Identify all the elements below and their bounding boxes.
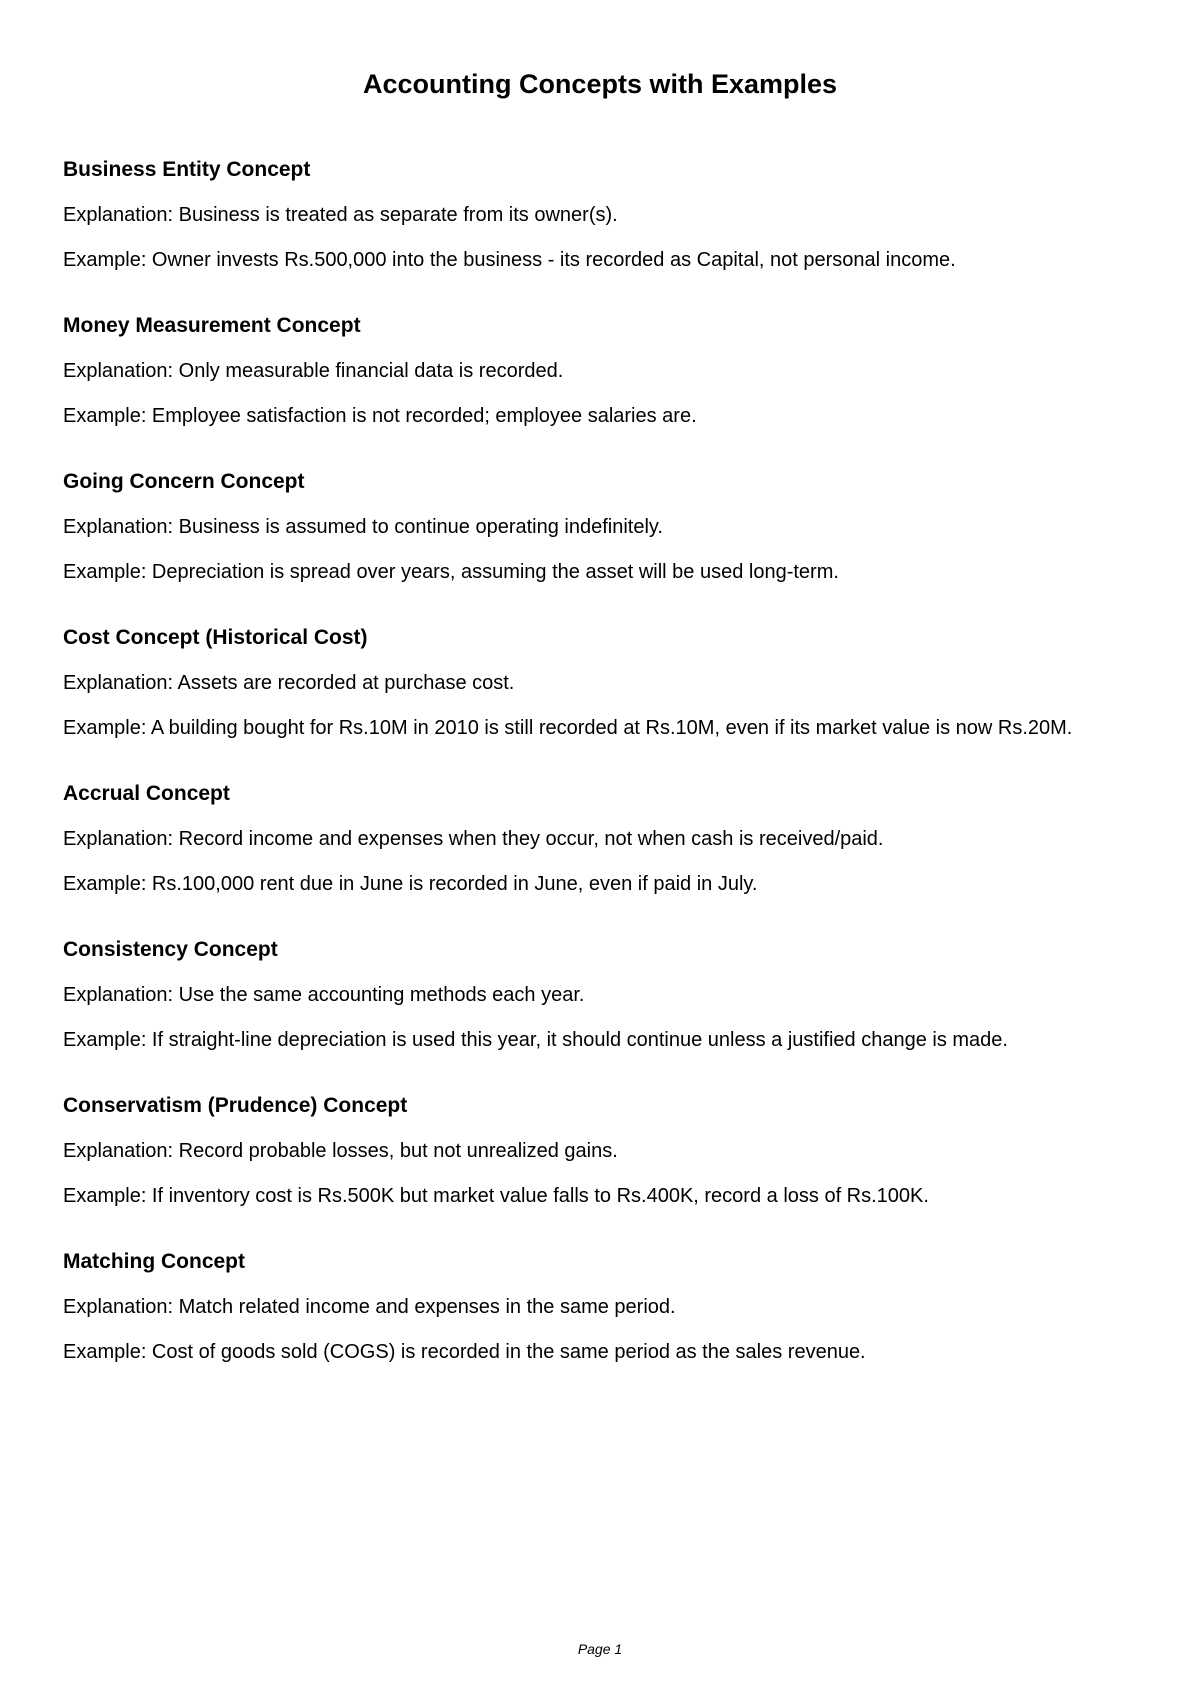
concept-example: Example: Rs.100,000 rent due in June is recorded in June, even if paid in July.	[63, 873, 758, 895]
concept-example: Example: If inventory cost is Rs.500K but market value falls to Rs.400K, record a loss of Rs.100K.	[63, 1185, 929, 1207]
concept-section-cost	[63, 625, 1148, 751]
concept-section-business-entity	[63, 157, 1148, 283]
document-title: Accounting Concepts with Examples	[362, 69, 838, 99]
concept-explanation: Explanation: Match related income and expenses in the same period.	[63, 1296, 676, 1318]
concept-heading: Going Concern Concept	[63, 470, 305, 493]
concept-example: Example: If straight-line depreciation is used this year, it should continue unless a justified change is made.	[63, 1029, 1008, 1051]
concept-section-money-measurement	[63, 313, 1148, 439]
concept-example: Example: Employee satisfaction is not recorded; employee salaries are.	[63, 405, 697, 427]
concept-heading: Money Measurement Concept	[63, 314, 361, 337]
concept-section-going-concern	[63, 469, 1148, 595]
concept-section-matching	[63, 1249, 1148, 1375]
concept-example: Example: A building bought for Rs.10M in 2010 is still recorded at Rs.10M, even if its market value is now Rs.20M.	[63, 717, 1073, 739]
concept-section-accrual	[63, 781, 1148, 907]
concept-heading: Conservatism (Prudence) Concept	[63, 1094, 408, 1117]
concept-explanation: Explanation: Record probable losses, but not unrealized gains.	[63, 1140, 618, 1162]
concept-heading: Cost Concept (Historical Cost)	[63, 626, 368, 649]
concept-explanation: Explanation: Assets are recorded at purchase cost.	[63, 672, 515, 694]
concept-sections	[63, 157, 1148, 1405]
concept-explanation: Explanation: Business is treated as separate from its owner(s).	[63, 204, 618, 226]
concept-explanation: Explanation: Record income and expenses when they occur, not when cash is received/paid.	[63, 828, 884, 850]
concept-explanation: Explanation: Only measurable financial data is recorded.	[63, 360, 564, 382]
concept-section-consistency	[63, 937, 1148, 1063]
concept-example: Example: Owner invests Rs.500,000 into the business - its recorded as Capital, not personal income.	[63, 249, 956, 271]
concept-heading: Consistency Concept	[63, 938, 278, 961]
concept-heading: Accrual Concept	[63, 782, 230, 805]
concept-example: Example: Depreciation is spread over years, assuming the asset will be used long-term.	[63, 561, 839, 583]
page-number-footer: Page 1	[577, 1641, 623, 1657]
concept-heading: Business Entity Concept	[63, 158, 311, 181]
concept-explanation: Explanation: Use the same accounting methods each year.	[63, 984, 585, 1006]
concept-example: Example: Cost of goods sold (COGS) is recorded in the same period as the sales revenue.	[63, 1341, 866, 1363]
concept-section-conservatism	[63, 1093, 1148, 1219]
concept-explanation: Explanation: Business is assumed to continue operating indefinitely.	[63, 516, 663, 538]
concept-heading: Matching Concept	[63, 1250, 245, 1273]
